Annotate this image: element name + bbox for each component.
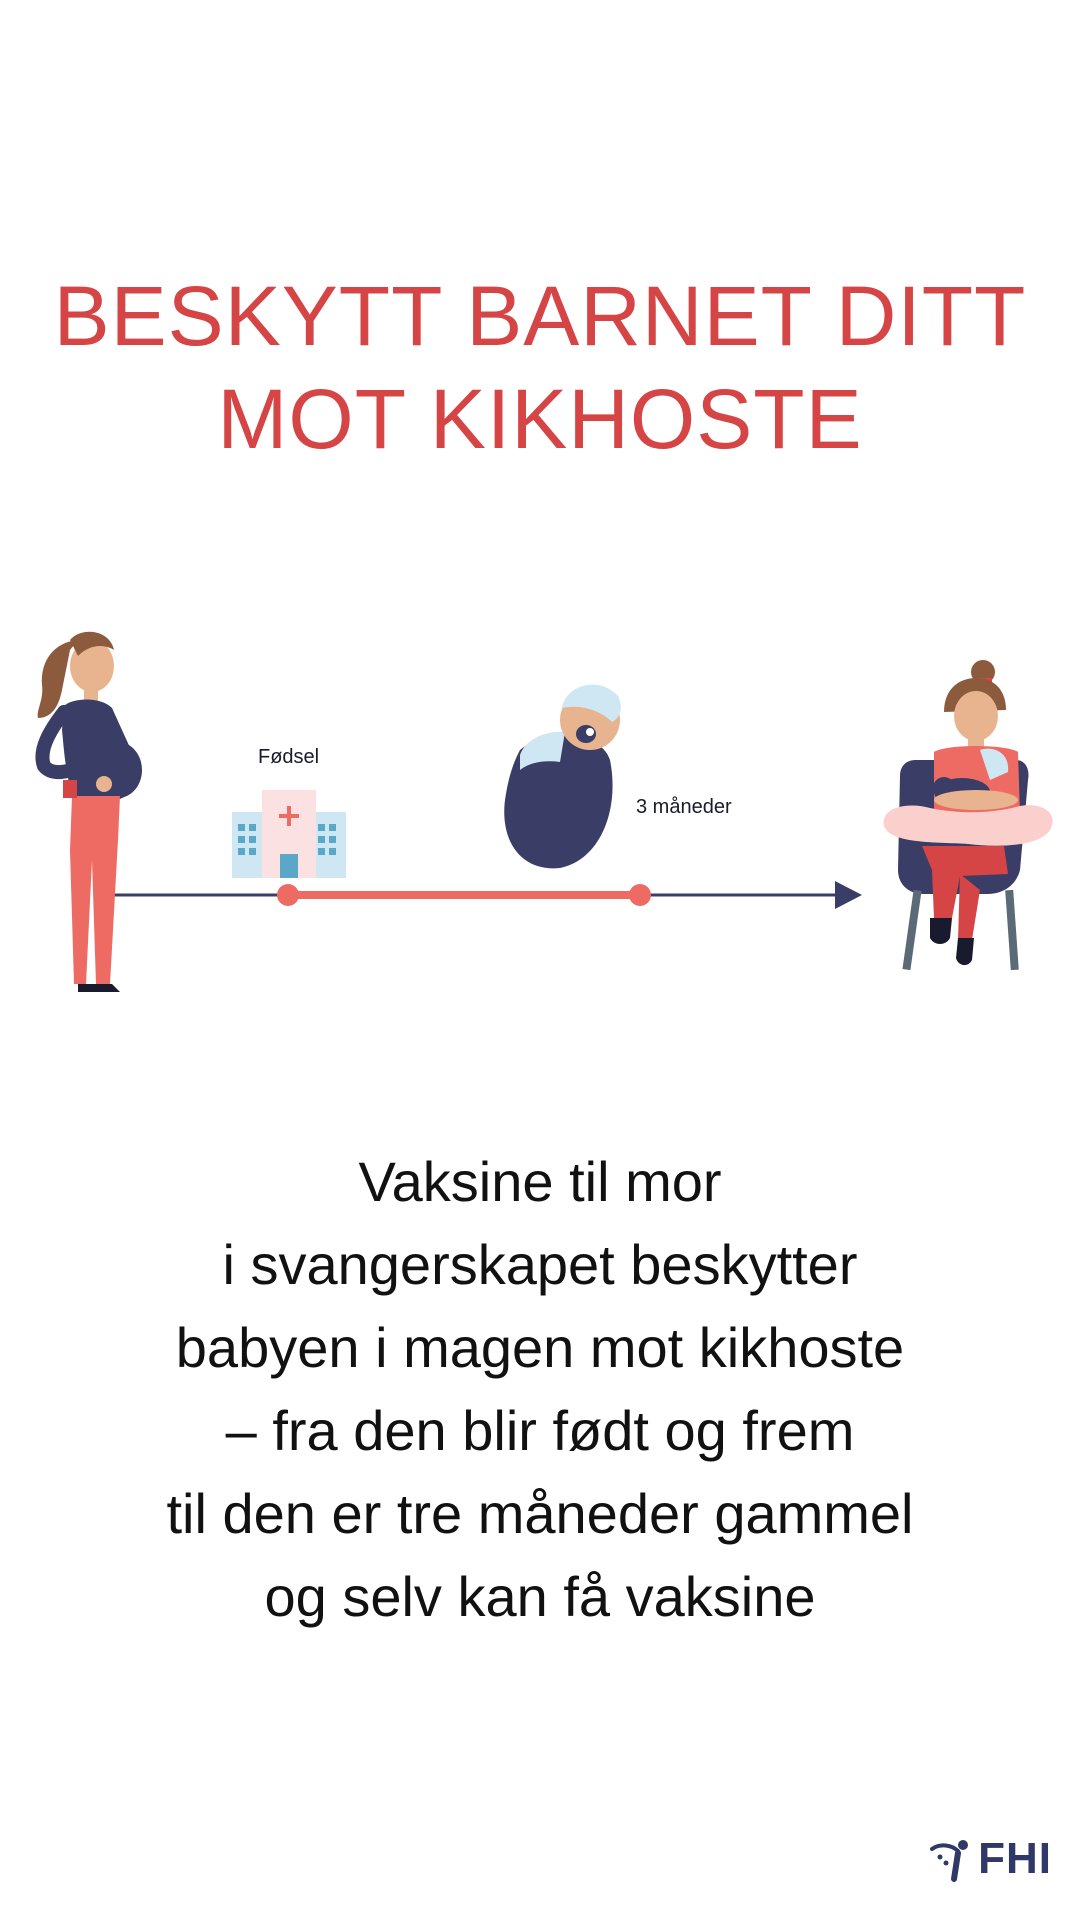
body-line: babyen i magen mot kikhoste xyxy=(175,1316,905,1379)
timeline-arrow-icon xyxy=(835,881,862,909)
timeline-illustration xyxy=(0,600,1080,1020)
hospital-icon xyxy=(232,790,346,878)
body-line: og selv kan få vaksine xyxy=(264,1565,816,1628)
body-line: – fra den blir født og frem xyxy=(225,1399,855,1462)
three-months-label: 3 måneder xyxy=(636,796,732,818)
birth-label: Fødsel xyxy=(258,746,320,768)
fhi-logo xyxy=(928,1834,1052,1884)
fhi-logo-text: FHI xyxy=(978,1834,1052,1883)
nursing-mother-icon xyxy=(884,660,1053,970)
body-line: til den er tre måneder gammel xyxy=(166,1482,914,1545)
swaddled-baby-icon xyxy=(504,685,621,869)
body-line: Vaksine til mor xyxy=(358,1150,722,1213)
title-line-2: MOT KIKHOSTE xyxy=(217,372,863,466)
pregnant-woman-icon xyxy=(38,632,142,992)
title-line-1: BESKYTT BARNET DITT xyxy=(53,269,1027,363)
timeline-dot-birth xyxy=(277,884,299,906)
body-text xyxy=(0,1140,1080,1638)
fhi-logo-icon xyxy=(928,1835,972,1883)
page-title xyxy=(0,265,1080,471)
timeline-dot-3months xyxy=(629,884,651,906)
body-line: i svangerskapet beskytter xyxy=(222,1233,858,1296)
